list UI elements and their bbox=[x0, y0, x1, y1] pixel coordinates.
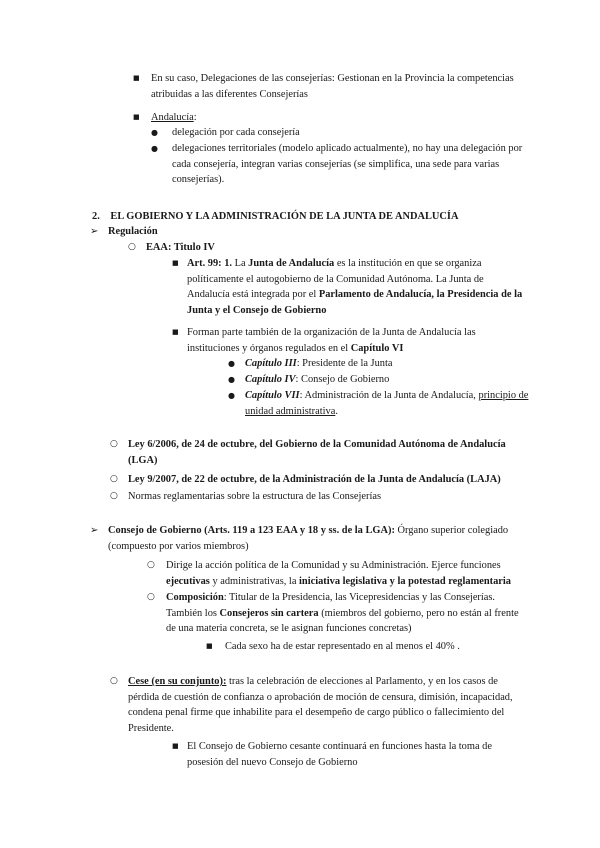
circle-bullet-icon: ○ bbox=[110, 439, 118, 449]
dot-bullet-icon: ● bbox=[151, 144, 158, 153]
list-item-delegaciones-territoriales: delegaciones territoriales (modelo aplicado actualmente), no hay una delegación por cada consejería, integran varias consejerías (se simplifica, una sede para varias consejerías). bbox=[172, 143, 523, 185]
paragraph-composicion: Composición: Titular de la Presidencia, las Vicepresidencias y las Consejerías. También los Consejeros sin cartera (miembros del gobierno, pero no están al frente de una materia concreta, se le asignan funciones concretas) bbox=[166, 592, 519, 634]
paragraph-delegaciones: En su caso, Delegaciones de las consejerías: Gestionan en la Provincia la competencias atribuidas a las diferentes Consejerías bbox=[151, 73, 514, 100]
regulacion-label: Regulación bbox=[108, 226, 158, 237]
normas-reglamentarias: Normas reglamentarias sobre la estructura de las Consejerías bbox=[128, 491, 382, 502]
arrow-bullet-icon: ➢ bbox=[90, 226, 99, 237]
ley-6-2006: Ley 6/2006, de 24 de octubre, del Gobierno de la Comunidad Autónoma de Andalucía (LGA) bbox=[128, 439, 506, 466]
paragraph-andalucia: Andalucía: bbox=[151, 112, 197, 123]
arrow-bullet-icon: ➢ bbox=[90, 525, 99, 536]
paragraph-dirige: Dirige la acción política de la Comunidad y su Administración. Ejerce funciones ejecutivas y administrativas, la iniciativa legislativa y la potestad reglamentaria bbox=[166, 560, 511, 587]
dot-bullet-icon: ● bbox=[228, 391, 235, 400]
circle-bullet-icon: ○ bbox=[128, 242, 136, 252]
paragraph-forman-parte: Forman parte también de la organización de la Junta de Andalucía las instituciones y órganos regulados en el Capítulo VI bbox=[187, 327, 476, 354]
square-bullet-icon: ■ bbox=[172, 742, 179, 750]
dot-bullet-icon: ● bbox=[228, 375, 235, 384]
list-item-capitulo-iv: Capítulo IV: Consejo de Gobierno bbox=[245, 374, 390, 385]
circle-bullet-icon: ○ bbox=[147, 592, 155, 602]
square-bullet-icon: ■ bbox=[172, 259, 179, 267]
paragraph-cese: Cese (en su conjunto): tras la celebración de elecciones al Parlamento, y en los casos de pérdida de cuestión de confianza o aprobación de moción de censura, dimisión, incapacidad, condena penal firme que inhabilite para el desempeño de cargo público o fallecimiento del Presidente. bbox=[128, 676, 513, 734]
paragraph-consejo-cesante: El Consejo de Gobierno cesante continuará en funciones hasta la toma de posesión del nuevo Consejo de Gobierno bbox=[187, 741, 492, 768]
paragraph-cada-sexo: Cada sexo ha de estar representado en al menos el 40% . bbox=[225, 641, 460, 652]
paragraph-art99: Art. 99: 1. La Junta de Andalucía es la institución en que se organiza políticamente el autogobierno de la Comunidad Autónoma. La Junta de Andalucía está integrada por el Parlamento de Andalucía, la Presidencia de la Junta y el Consejo de Gobierno bbox=[187, 258, 523, 316]
circle-bullet-icon: ○ bbox=[110, 676, 118, 686]
dot-bullet-icon: ● bbox=[151, 128, 158, 137]
square-bullet-icon: ■ bbox=[133, 113, 140, 121]
section-heading: 2. EL GOBIERNO Y LA ADMINISTRACIÓN DE LA JUNTA DE ANDALUCÍA bbox=[92, 211, 459, 222]
ley-9-2007: Ley 9/2007, de 22 de octubre, de la Administración de la Junta de Andalucía (LAJA) bbox=[128, 474, 501, 485]
circle-bullet-icon: ○ bbox=[110, 491, 118, 501]
square-bullet-icon: ■ bbox=[172, 328, 179, 336]
eaa-label: EAA: Titulo IV bbox=[146, 242, 215, 253]
list-item-capitulo-iii: Capítulo III: Presidente de la Junta bbox=[245, 358, 393, 369]
list-item-capitulo-vii: Capítulo VII: Administración de la Junta de Andalucía, principio de unidad administrativa. bbox=[245, 390, 529, 417]
paragraph-consejo-gobierno: Consejo de Gobierno (Arts. 119 a 123 EAA y 18 y ss. de la LGA): Órgano superior colegiado (compuesto por varios miembros) bbox=[108, 525, 509, 552]
square-bullet-icon: ■ bbox=[206, 642, 213, 650]
dot-bullet-icon: ● bbox=[228, 359, 235, 368]
circle-bullet-icon: ○ bbox=[110, 474, 118, 484]
circle-bullet-icon: ○ bbox=[147, 560, 155, 570]
list-item-delegacion: delegación por cada consejería bbox=[172, 127, 300, 138]
square-bullet-icon: ■ bbox=[133, 74, 140, 82]
